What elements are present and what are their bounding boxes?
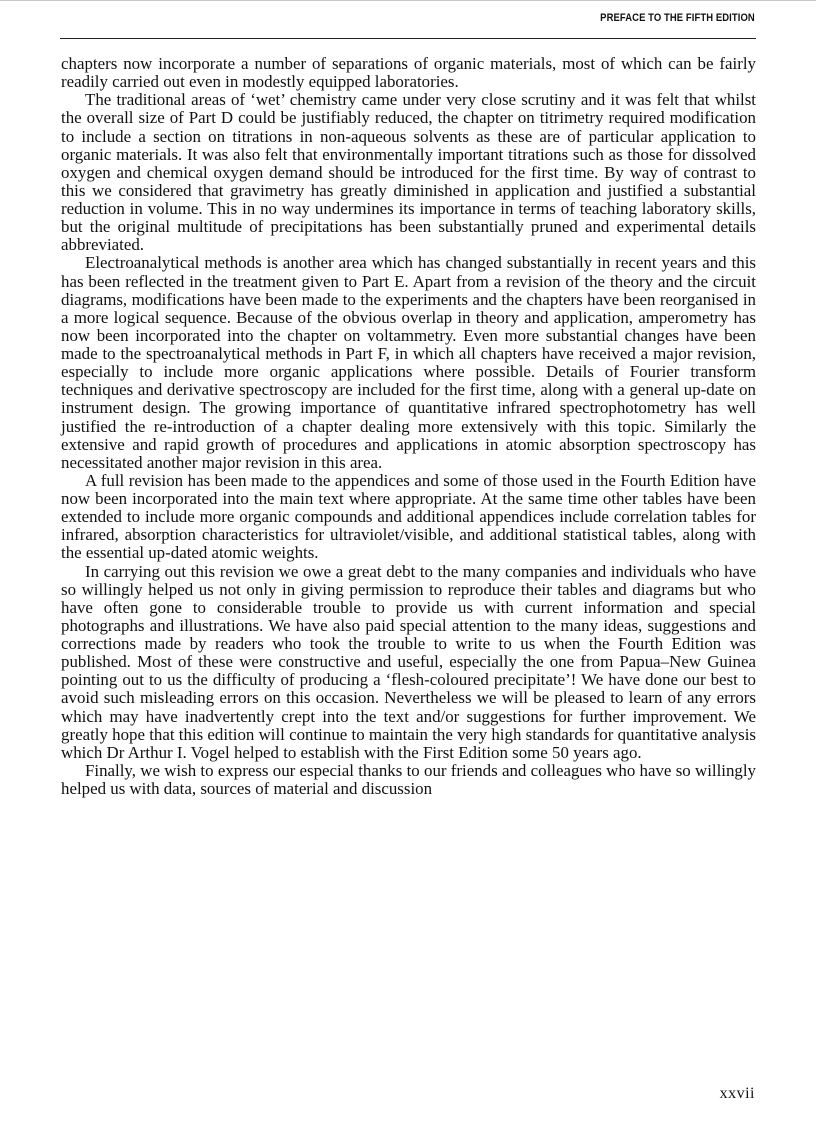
body-text [61,55,756,798]
paragraph-wet-chemistry: The traditional areas of ‘wet’ chemistry came under very close scrutiny and it was felt that whilst the overall size of Part D could be justifiably reduced, the chapter on titrimetry required modification to include a section on titrations in non-aqueous solvents as these are of particular application to organic materials. It was also felt that environmentally important titrations such as those for dissolved oxygen and chemical oxygen demand should be introduced for the first time. By way of contrast to this we considered that gravimetry has greatly diminished in application and justified a substantial reduction in volume. This in no way undermines its importance in terms of teaching laboratory skills, but the original multitude of precipitations has been substantially pruned and experimental details abbreviated. [61,90,756,255]
paragraph-thanks: Finally, we wish to express our especial thanks to our friends and colleagues who have so willingly helped us with data, sources of material and discussion [61,760,756,798]
paragraph-appendices: A full revision has been made to the appendices and some of those used in the Fourth Edition have now been incorporated into the main text where appropriate. At the same time other tables have been extended to include more organic compounds and additional appendices include correlation tables for infrared, absorption characteristics for ultraviolet/visible, and additional statistical tables, along with the essential up-dated atomic weights. [61,470,756,563]
page-number: xxvii [719,1085,755,1102]
running-head: PREFACE TO THE FIFTH EDITION [600,12,755,24]
page-top-edge [0,0,816,1]
paragraph-electroanalytical: Electroanalytical methods is another area which has changed substantially in recent years and this has been reflected in the treatment given to Part E. Apart from a revision of the theory and the circuit diagrams, modifications have been made to the experiments and the chapters have been reorganised in a more logical sequence. Because of the obvious overlap in theory and application, amperometry has now been incorporated into the chapter on voltammetry. Even more substantial changes have been made to the spectroanalytical methods in Part F, in which all chapters have received a major revision, especially to include more organic applications where possible. Details of Fourier transform techniques and derivative spectroscopy are included for the first time, along with a general up-date on instrument design. The growing importance of quantitative infrared spectrophotometry has well justified the re-introduction of a chapter dealing more extensively with this topic. Similarly the extensive and rapid growth of procedures and applications in atomic absorption spectroscopy has necessitated another major revision in this area. [61,253,756,472]
paragraph-acknowledgements: In carrying out this revision we owe a great debt to the many companies and individuals who have so willingly helped us not only in giving permission to reproduce their tables and diagrams but who have often gone to considerable trouble to provide us with current information and special photographs and illustrations. We have also paid special attention to the many ideas, suggestions and corrections made by readers who took the trouble to write to us when the Fourth Edition was published. Most of these were constructive and useful, especially the one from Papua–New Guinea pointing out to us the difficulty of producing a ‘flesh-coloured precipitate’! We have done our best to avoid such misleading errors on this occasion. Nevertheless we will be pleased to learn of any errors which may have inadvertently crept into the text and/or suggestions for further improvement. We greatly hope that this edition will continue to maintain the very high standards for quantitative analysis which Dr Arthur I. Vogel helped to establish with the First Edition some 50 years ago. [61,561,756,762]
header-rule [60,38,756,39]
paragraph-continued: chapters now incorporate a number of separations of organic materials, most of which can be fairly readily carried out even in modestly equipped laboratories. [61,54,756,92]
